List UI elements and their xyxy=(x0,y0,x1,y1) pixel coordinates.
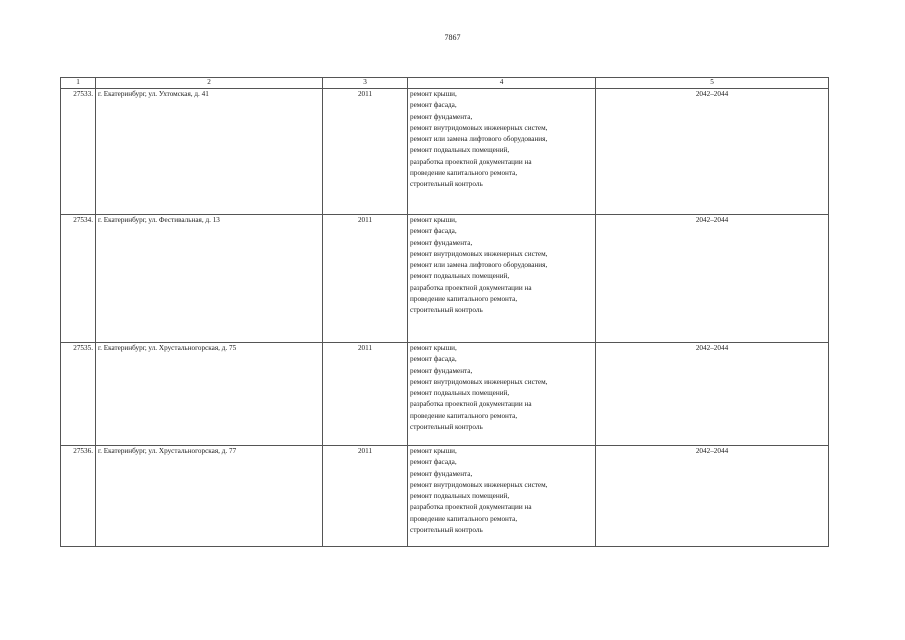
row-address: г. Екатеринбург, ул. Хрустальногорская, д. 75 xyxy=(96,343,323,446)
row-works xyxy=(408,89,596,215)
work-item: ремонт внутридомовых инженерных систем, xyxy=(410,123,548,132)
row-period: 2042–2044 xyxy=(596,446,829,547)
row-address: г. Екатеринбург, ул. Фестивальная, д. 13 xyxy=(96,215,323,343)
work-item: разработка проектной документации на xyxy=(410,503,532,512)
row-year: 2011 xyxy=(323,89,408,215)
work-item: ремонт внутридомовых инженерных систем, xyxy=(410,377,548,386)
work-item: строительный контроль xyxy=(410,526,483,535)
work-item: ремонт или замена лифтового оборудования, xyxy=(410,135,548,144)
row-number: 27535. xyxy=(61,343,96,446)
work-item: ремонт подвальных помещений, xyxy=(410,146,510,155)
work-item: ремонт крыши, xyxy=(410,447,457,455)
table-row xyxy=(61,215,829,343)
table-row xyxy=(61,343,829,446)
row-works xyxy=(408,215,596,343)
row-address: г. Екатеринбург, ул. Хрустальногорская, д. 77 xyxy=(96,446,323,547)
work-item: проведение капитального ремонта, xyxy=(410,295,518,304)
work-item: разработка проектной документации на xyxy=(410,400,532,409)
work-item: проведение капитального ремонта, xyxy=(410,411,518,420)
repair-schedule-table xyxy=(60,77,829,547)
work-item: ремонт фундамента, xyxy=(410,238,473,247)
work-item: ремонт крыши, xyxy=(410,90,457,98)
work-item: строительный контроль xyxy=(410,306,483,315)
work-item: ремонт внутридомовых инженерных систем, xyxy=(410,249,548,258)
work-item: ремонт или замена лифтового оборудования, xyxy=(410,261,548,270)
row-year: 2011 xyxy=(323,215,408,343)
row-number: 27536. xyxy=(61,446,96,547)
row-number: 27534. xyxy=(61,215,96,343)
header-row xyxy=(61,78,829,89)
work-item: ремонт внутридомовых инженерных систем, xyxy=(410,480,548,489)
work-item: ремонт подвальных помещений, xyxy=(410,389,510,398)
table-row xyxy=(61,89,829,215)
page-number: 7867 xyxy=(444,33,461,42)
work-item: строительный контроль xyxy=(410,423,483,432)
header-cell-5: 5 xyxy=(596,78,829,89)
row-period: 2042–2044 xyxy=(596,215,829,343)
row-number: 27533. xyxy=(61,89,96,215)
row-year: 2011 xyxy=(323,446,408,547)
header-cell-3: 3 xyxy=(323,78,408,89)
row-address: г. Екатеринбург, ул. Ухтомская, д. 41 xyxy=(96,89,323,215)
header-cell-1: 1 xyxy=(61,78,96,89)
work-item: ремонт фундамента, xyxy=(410,469,473,478)
work-item: проведение капитального ремонта, xyxy=(410,514,518,523)
work-item: проведение капитального ремонта, xyxy=(410,169,518,178)
row-period: 2042–2044 xyxy=(596,89,829,215)
row-period: 2042–2044 xyxy=(596,343,829,446)
row-year: 2011 xyxy=(323,343,408,446)
work-item: ремонт фасада, xyxy=(410,355,457,364)
work-item: ремонт подвальных помещений, xyxy=(410,272,510,281)
work-item: ремонт фундамента, xyxy=(410,366,473,375)
work-item: ремонт фасада, xyxy=(410,458,457,467)
work-item: разработка проектной документации на xyxy=(410,283,532,292)
work-item: ремонт фасада, xyxy=(410,227,457,236)
row-works xyxy=(408,343,596,446)
header-cell-2: 2 xyxy=(96,78,323,89)
header-cell-4: 4 xyxy=(408,78,596,89)
work-item: ремонт крыши, xyxy=(410,216,457,224)
work-item: ремонт фасада, xyxy=(410,101,457,110)
table-row xyxy=(61,446,829,547)
work-item: строительный контроль xyxy=(410,180,483,189)
work-item: ремонт крыши, xyxy=(410,344,457,352)
work-item: ремонт подвальных помещений, xyxy=(410,492,510,501)
work-item: разработка проектной документации на xyxy=(410,157,532,166)
row-works xyxy=(408,446,596,547)
work-item: ремонт фундамента, xyxy=(410,112,473,121)
